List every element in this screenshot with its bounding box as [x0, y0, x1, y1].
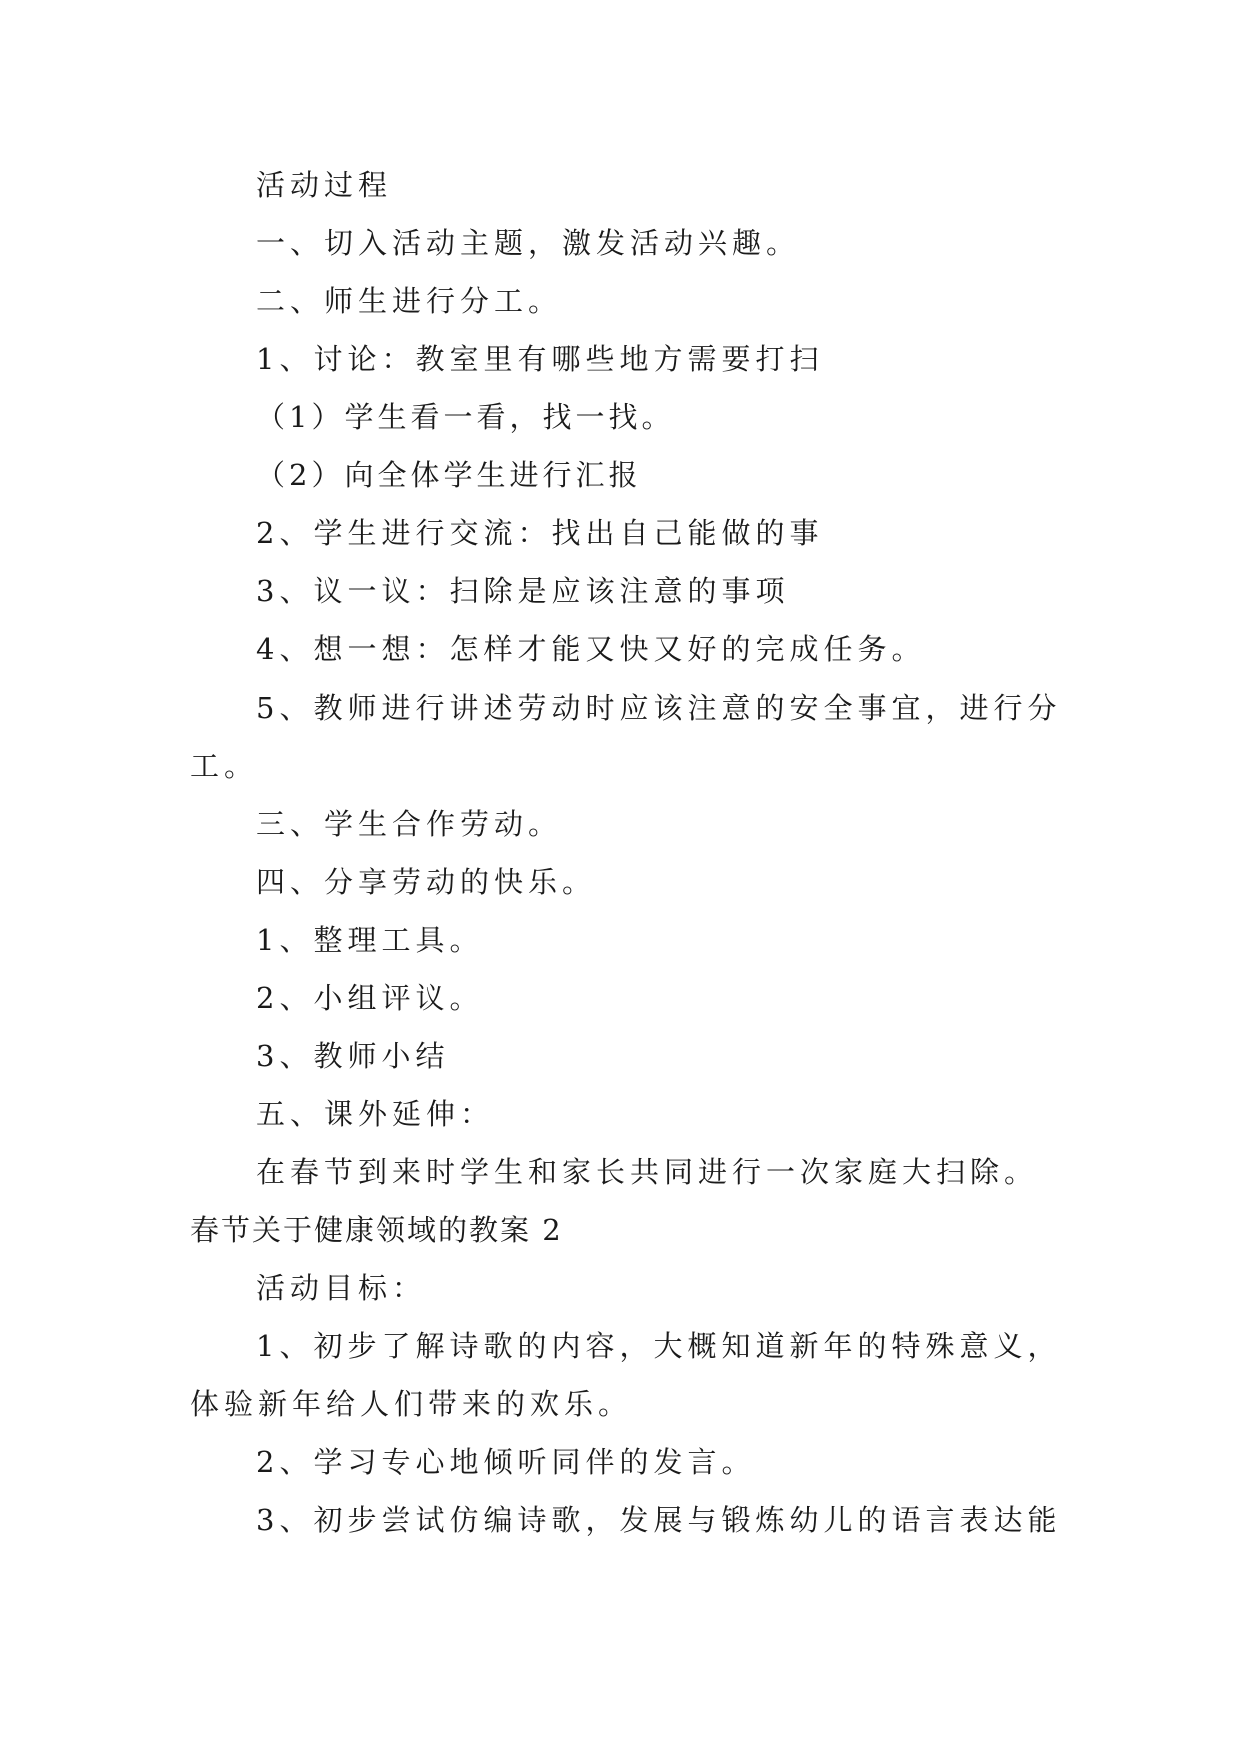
paragraph-line: 三、学生合作劳动。	[256, 807, 563, 841]
paragraph-line: 活动目标：	[256, 1271, 427, 1305]
paragraph-line: 3、教师小结	[256, 1039, 450, 1073]
section-heading-activity-process: 活动过程	[256, 168, 393, 202]
paragraph-line: （1）学生看一看，找一找。	[256, 400, 675, 434]
paragraph-line: 2、学生进行交流：找出自己能做的事	[256, 516, 824, 550]
paragraph-line: 工。	[190, 749, 259, 783]
paragraph-line: 4、想一想：怎样才能又快又好的完成任务。	[256, 632, 926, 666]
paragraph-line: 一、切入活动主题，激发活动兴趣。	[256, 226, 801, 260]
paragraph-line: 3、初步尝试仿编诗歌，发展与锻炼幼儿的语言表达能	[256, 1503, 1062, 1537]
paragraph-line: 五、课外延伸：	[256, 1097, 495, 1131]
paragraph-line: （2）向全体学生进行汇报	[256, 458, 642, 492]
paragraph-line: 5、教师进行讲述劳动时应该注意的安全事宜，进行分	[256, 691, 1062, 725]
section-title: 春节关于健康领域的教案 2	[190, 1213, 563, 1247]
paragraph-line: 3、议一议：扫除是应该注意的事项	[256, 574, 790, 608]
paragraph-line: 2、小组评议。	[256, 981, 484, 1015]
paragraph-line: 在春节到来时学生和家长共同进行一次家庭大扫除。	[256, 1155, 1039, 1189]
paragraph-line: 二、师生进行分工。	[256, 284, 563, 318]
paragraph-line: 2、学习专心地倾听同伴的发言。	[256, 1445, 756, 1479]
paragraph-line: 体验新年给人们带来的欢乐。	[190, 1387, 633, 1421]
paragraph-line: 1、初步了解诗歌的内容，大概知道新年的特殊意义，	[256, 1329, 1062, 1363]
paragraph-line: 1、整理工具。	[256, 923, 484, 957]
paragraph-line: 四、分享劳动的快乐。	[256, 865, 597, 899]
paragraph-line: 1、讨论：教室里有哪些地方需要打扫	[256, 342, 824, 376]
